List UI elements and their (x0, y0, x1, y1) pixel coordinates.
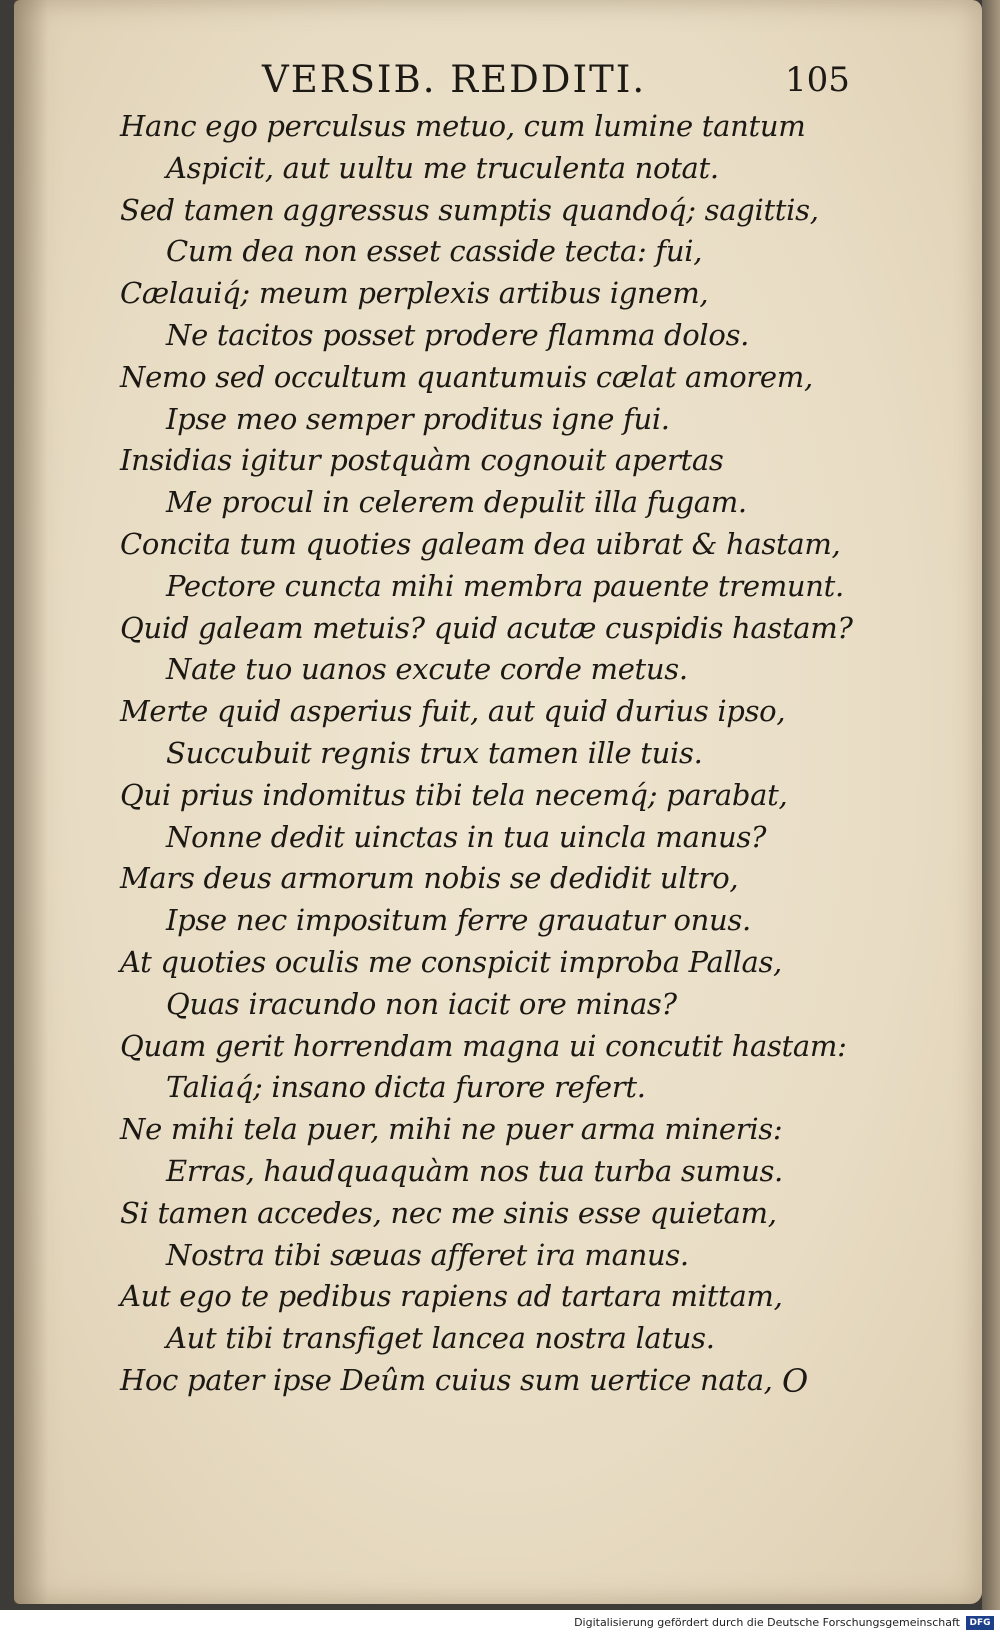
verse-line: Quid galeam metuis? quid acutæ cuspidis hastam? (120, 610, 853, 645)
verse-line: Aspicit, aut uultu me truculenta notat. (166, 150, 719, 185)
verse-text (120, 106, 900, 1402)
verse-line: Nate tuo uanos excute corde metus. (166, 652, 688, 687)
verse-line: Ne mihi tela puer, mihi ne puer arma mineris: (120, 1112, 783, 1147)
catchword: O (782, 1362, 809, 1400)
verse-line: Concita tum quoties galeam dea uibrat & hastam, (120, 526, 841, 561)
dfg-logo: DFG (966, 1616, 994, 1630)
page-number: 105 (785, 60, 850, 100)
verse-line: At quoties oculis me conspicit improba Pallas, (120, 944, 782, 979)
verse-line: Quas iracundo non iacit ore minas? (166, 986, 677, 1021)
verse-line: Nostra tibi sæuas afferet ira manus. (166, 1237, 689, 1272)
verse-line: Cum dea non esset casside tecta: fui, (166, 234, 703, 269)
verse-line: Pectore cuncta mihi membra pauente tremunt. (166, 568, 844, 603)
verse-line: Me procul in celerem depulit illa fugam. (166, 485, 747, 520)
gutter-shadow (14, 0, 48, 1604)
verse-line: Mars deus armorum nobis se dedidit ultro, (120, 861, 739, 896)
verse-line: Aut tibi transfiget lancea nostra latus. (166, 1321, 715, 1356)
verse-line: Succubuit regnis trux tamen ille tuis. (166, 735, 703, 770)
verse-line: Aut ego te pedibus rapiens ad tartara mittam, (120, 1279, 783, 1314)
verse-line: Nemo sed occultum quantumuis cælat amorem, (120, 359, 813, 394)
running-title: VERSIB. REDDITI. (262, 58, 647, 101)
verse-line: Insidias igitur postquàm cognouit apertas (120, 443, 724, 478)
verse-line: Si tamen accedes, nec me sinis esse quietam, (120, 1195, 777, 1230)
funding-credit: Digitalisierung gefördert durch die Deutsche Forschungsgemeinschaft (574, 1616, 960, 1629)
verse-line: Merte quid asperius fuit, aut quid durius ipso, (120, 694, 786, 729)
verse-line: Qui prius indomitus tibi tela necemq́; parabat, (120, 777, 788, 812)
verse-line: Taliaq́; insano dicta furore refert. (166, 1070, 646, 1105)
verse-line: Ipse nec impositum ferre grauatur onus. (166, 903, 751, 938)
book-edge (982, 0, 1000, 1610)
verse-line: Erras, haudquaquàm nos tua turba sumus. (166, 1153, 783, 1188)
verse-line: Ne tacitos posset prodere flamma dolos. (166, 317, 750, 352)
verse-line: Sed tamen aggressus sumptis quandoq́; sagittis, (120, 192, 819, 227)
verse-line: Hanc ego perculsus metuo, cum lumine tantum (120, 109, 806, 143)
verse-line: Hoc pater ipse Deûm cuius sum uertice nata, (120, 1362, 773, 1397)
digitization-footer (0, 1610, 1000, 1637)
verse-line: Quam gerit horrendam magna ui concutit hastam: (120, 1028, 847, 1063)
verse-line: Ipse meo semper proditus igne fui. (166, 401, 670, 436)
verse-line: Nonne dedit uinctas in tua uincla manus? (166, 819, 767, 854)
verse-line: Cælauiq́; meum perplexis artibus ignem, (120, 276, 709, 311)
